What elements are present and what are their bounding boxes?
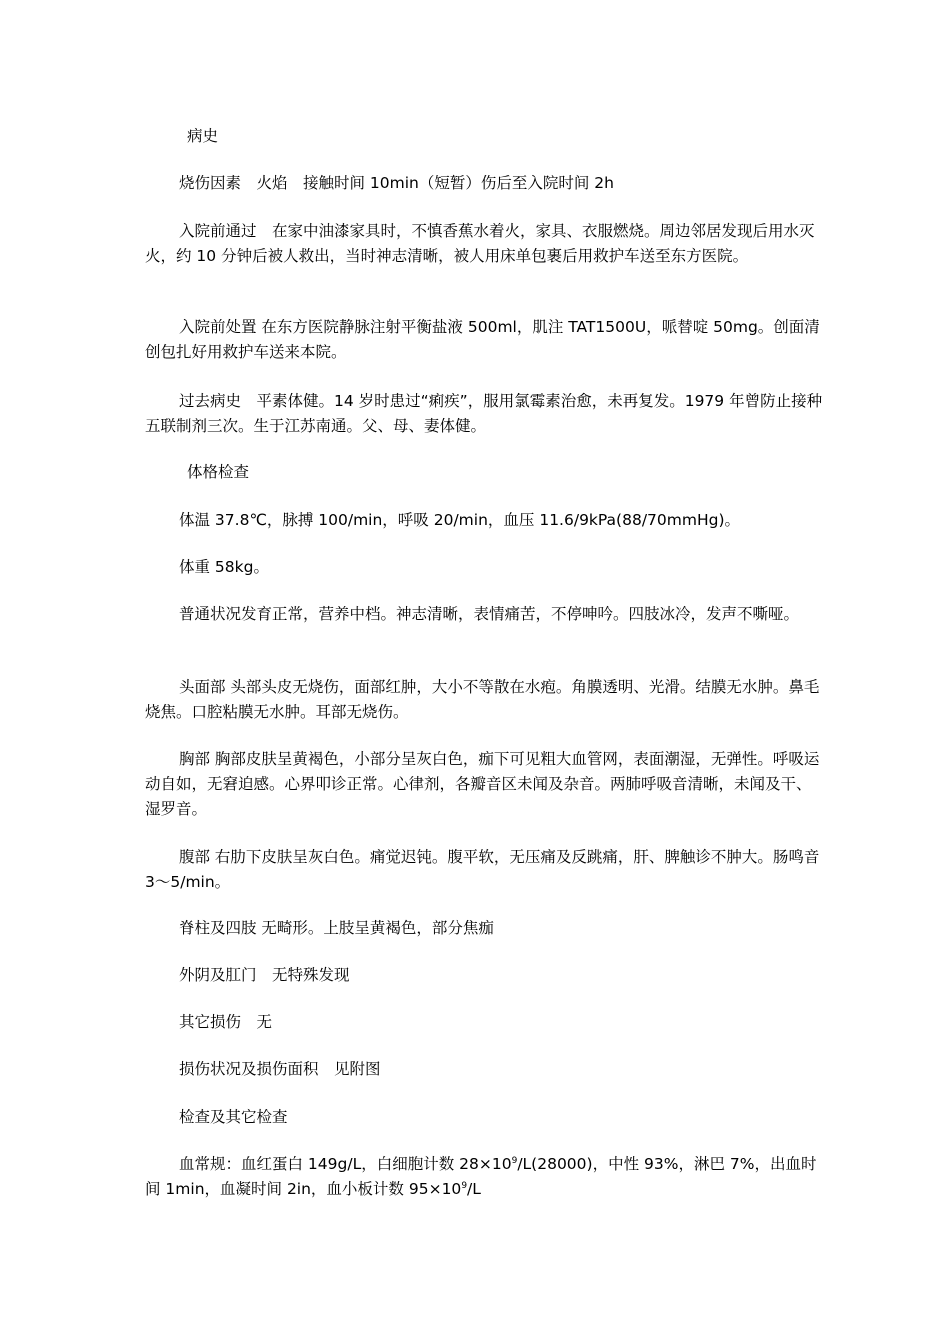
pre-admission-course-paragraph: 入院前通过 在家中油漆家具时，不慎香蕉水着火，家具、衣服燃烧。周边邻居发现后用水灭火，约 10 分钟后被人救出，当时神志清晰，被人用床单包裹后用救护车送至东方医院。 <box>145 222 815 265</box>
pre-admission-treatment-paragraph: 入院前处置 在东方医院静脉注射平衡盐液 500ml，肌注 TAT1500U，哌替啶 50mg。创面清创包扎好用救护车送来本院。 <box>145 318 820 361</box>
burn-cause-paragraph: 烧伤因素 火焰 接触时间 10min（短暂）伤后至入院时间 2h <box>179 174 614 192</box>
exponent-superscript: 9 <box>511 1155 518 1166</box>
exams-heading: 检查及其它检查 <box>179 1108 288 1126</box>
genital-anal-paragraph: 外阴及肛门 无特殊发现 <box>179 966 350 984</box>
general-condition-paragraph: 普通状况发育正常，营养中档。神志清晰，表情痛苦，不停呻吟。四肢冰冷，发声不嘶哑。 <box>179 605 800 623</box>
medical-history-heading: 病史 <box>187 127 219 145</box>
blood-routine-text-a: 血常规：血红蛋白 149g/L，白细胞计数 28×10 <box>179 1155 512 1173</box>
vitals-paragraph: 体温 37.8℃，脉搏 100/min，呼吸 20/min，血压 11.6/9kPa(88/70mmHg)。 <box>179 511 741 529</box>
blood-routine-text-c: /L <box>467 1180 481 1198</box>
head-face-paragraph: 头面部 头部头皮无烧伤，面部红肿，大小不等散在水疱。角膜透明、光滑。结膜无水肿。鼻毛烧焦。口腔粘膜无水肿。耳部无烧伤。 <box>145 678 820 721</box>
exponent-superscript: 9 <box>461 1180 468 1191</box>
injury-status-paragraph: 损伤状况及损伤面积 见附图 <box>179 1060 381 1078</box>
spine-limbs-paragraph: 脊柱及四肢 无畸形。上肢呈黄褐色，部分焦痂 <box>179 919 494 937</box>
abdomen-paragraph: 腹部 右肋下皮肤呈灰白色。痛觉迟钝。腹平软，无压痛及反跳痛，肝、脾触诊不肿大。肠鸣音 3～5/min。 <box>145 848 825 891</box>
blood-routine-paragraph <box>145 1152 825 1202</box>
physical-exam-heading: 体格检查 <box>187 463 250 481</box>
weight-paragraph: 体重 58kg。 <box>179 558 269 576</box>
chest-paragraph: 胸部 胸部皮肤呈黄褐色，小部分呈灰白色，痂下可见粗大血管网，表面潮湿，无弹性。呼吸运动自如，无窘迫感。心界叩诊正常。心律剂，各瓣音区未闻及杂音。两肺呼吸音清晰，未闻及干、湿罗音。 <box>145 750 820 818</box>
past-history-paragraph: 过去病史 平素体健。14 岁时患过“痢疾”，服用氯霉素治愈，未再复发。1979 年曾防止接种五联制剂三次。生于江苏南通。父、母、妻体健。 <box>145 392 823 435</box>
blood-routine-text-b: /L(28000)，中性 93%，淋巴 7%，出血时间 1min，血凝时间 2in，血小板计数 95×10 <box>145 1155 817 1198</box>
other-injuries-paragraph: 其它损伤 无 <box>179 1013 273 1031</box>
